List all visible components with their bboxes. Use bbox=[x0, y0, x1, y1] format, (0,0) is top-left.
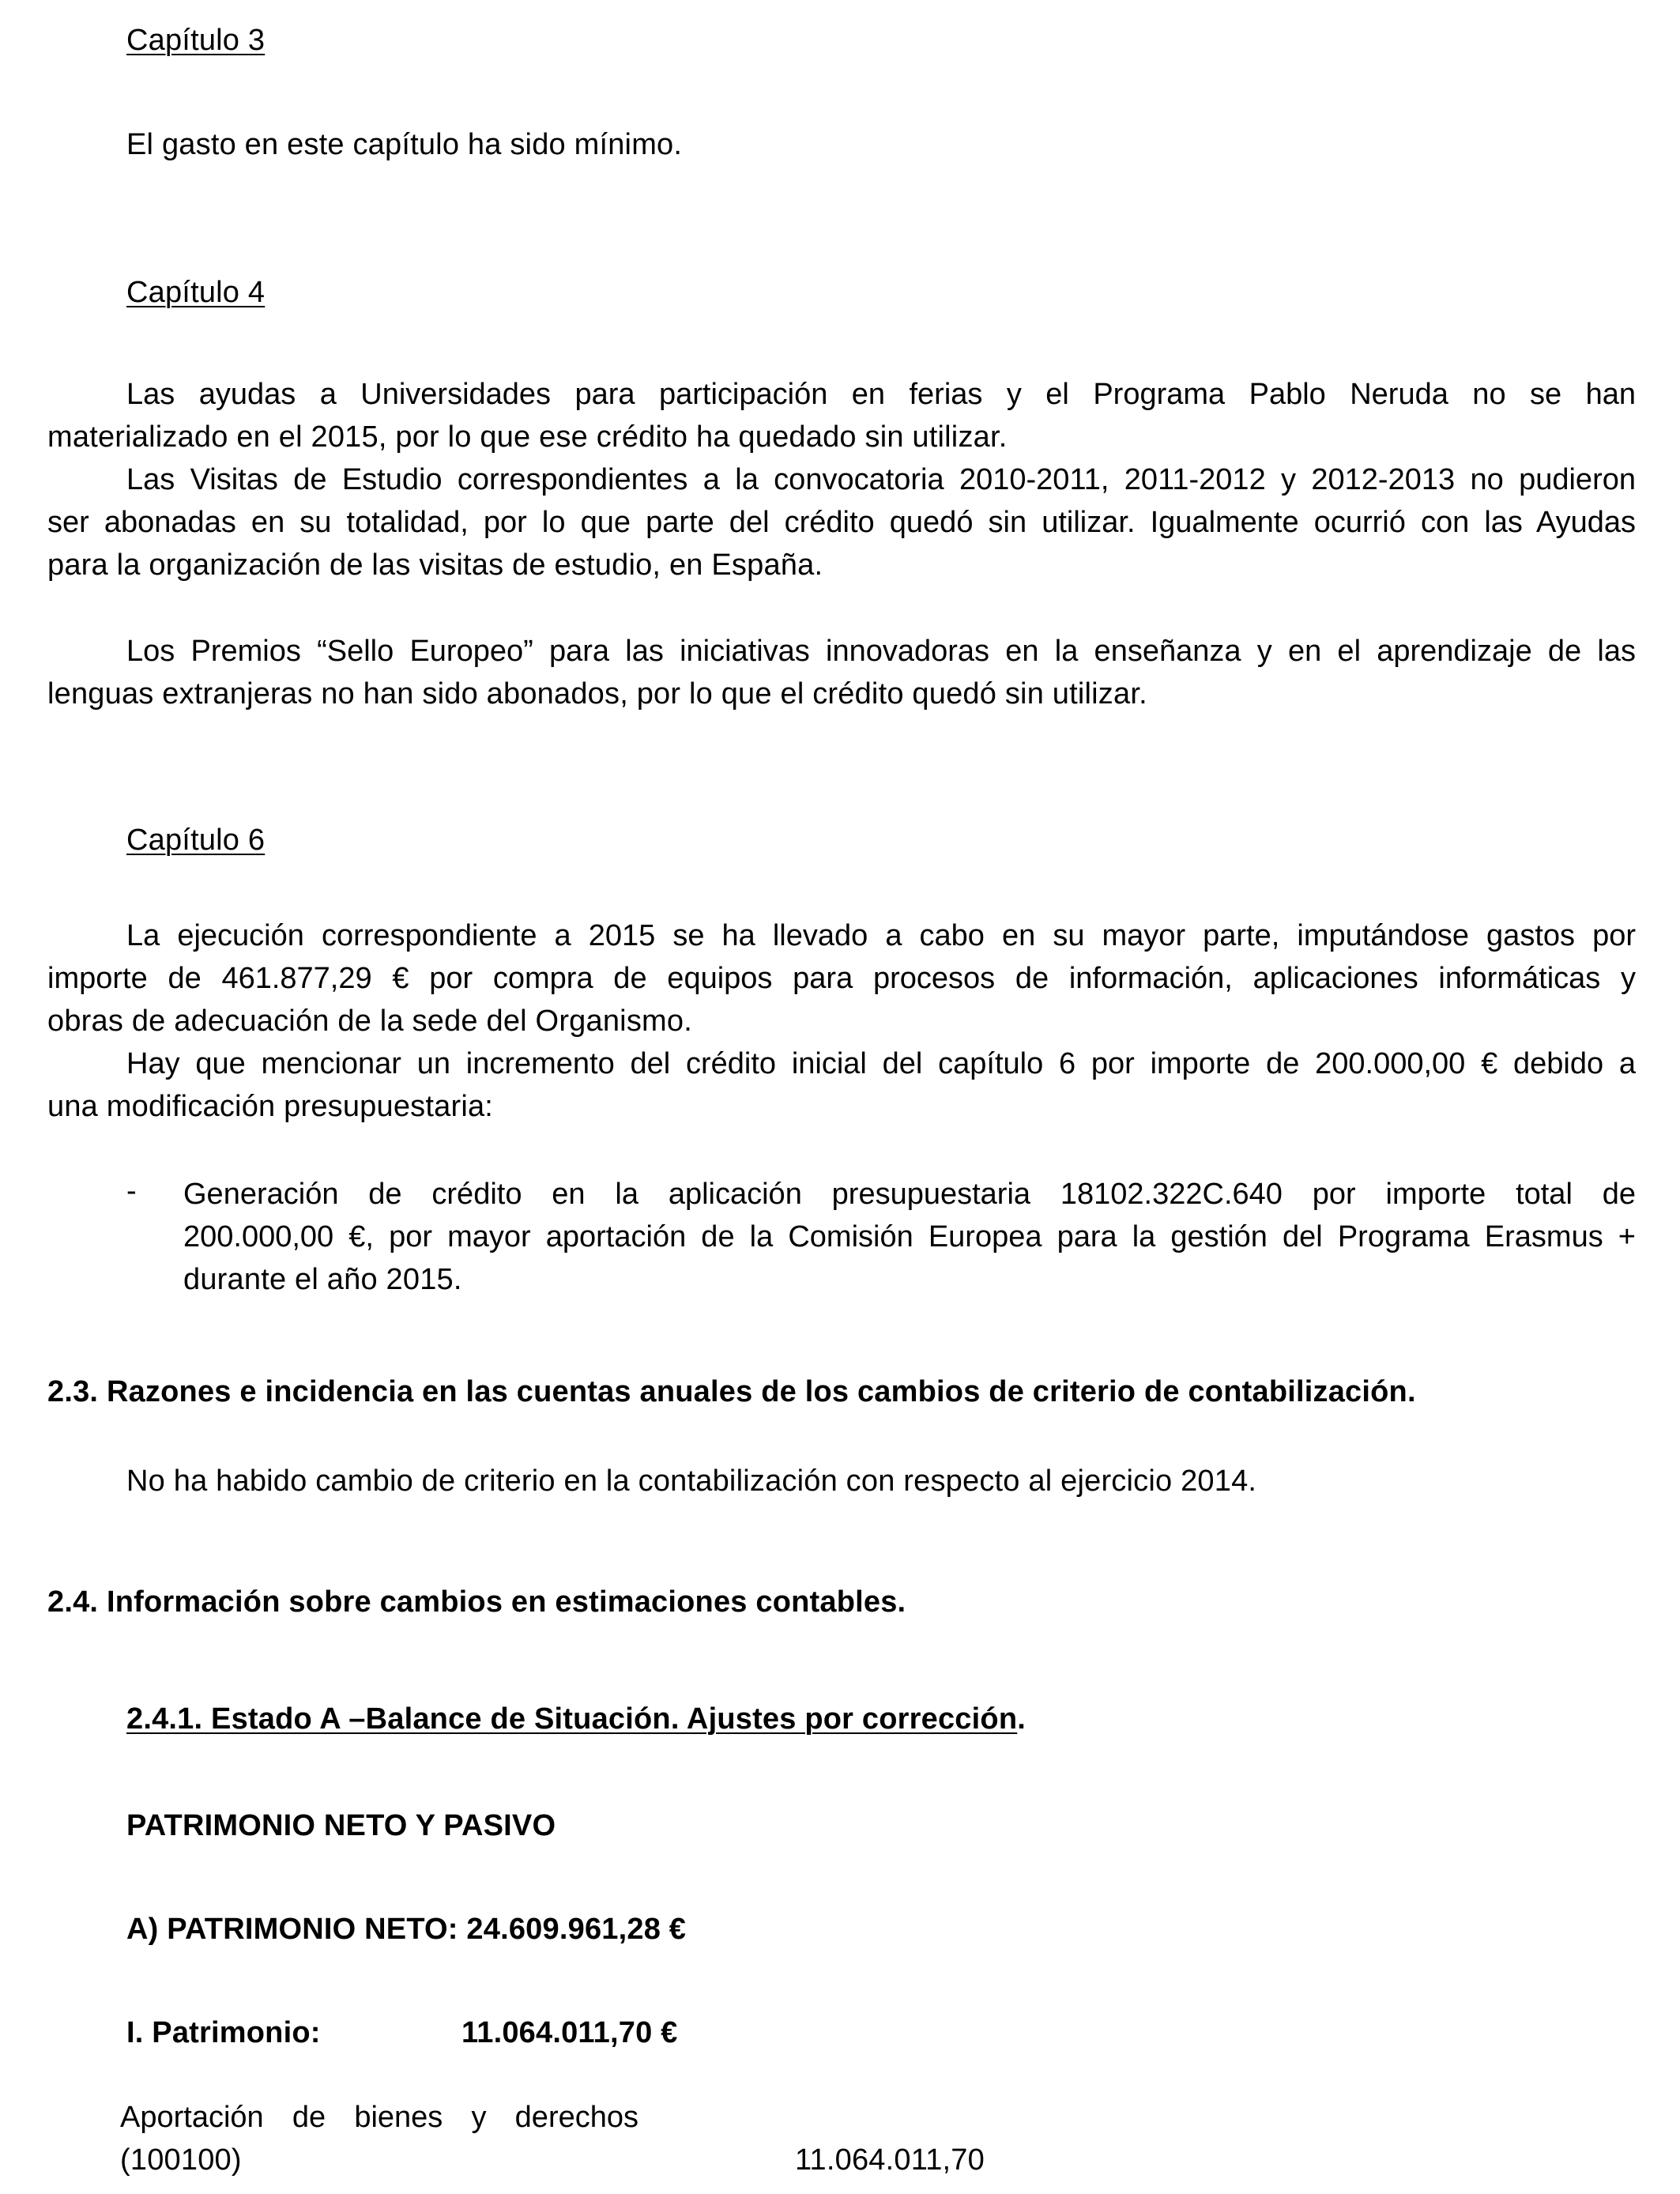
patrimonio-neto-pasivo-label: PATRIMONIO NETO Y PASIVO bbox=[126, 1809, 556, 1842]
chapter-4-paragraph-2-line-2: ser abonadas en su totalidad, por lo que parte del crédito quedó sin utilizar. Igualmente ocurrió con las Ayudas bbox=[47, 506, 1636, 539]
aportacion-value: 11.064.011,70 bbox=[795, 2143, 985, 2177]
aportacion-line-1: Aportación de bienes y derechos bbox=[120, 2101, 638, 2134]
bullet-line-3: durante el año 2015. bbox=[183, 1263, 462, 1296]
patrimonio-value: 11.064.011,70 € bbox=[461, 2016, 678, 2049]
chapter-4-heading: Capítulo 4 bbox=[126, 276, 266, 309]
section-2-4-1-heading-period: . bbox=[1017, 1702, 1026, 1736]
section-2-3-heading: 2.3. Razones e incidencia en las cuentas anuales de los cambios de criterio de contabilización. bbox=[47, 1375, 1416, 1408]
chapter-6-paragraph-1-line-3: obras de adecuación de la sede del Organismo. bbox=[47, 1005, 692, 1038]
chapter-4-paragraph-2-line-3: para la organización de las visitas de estudio, en España. bbox=[47, 548, 823, 582]
section-2-3-text: No ha habido cambio de criterio en la contabilización con respecto al ejercicio 2014. bbox=[126, 1465, 1257, 1498]
bullet-dash: - bbox=[126, 1174, 137, 1208]
bullet-line-2: 200.000,00 €, por mayor aportación de la Comisión Europea para la gestión del Programa Erasmus + bbox=[183, 1220, 1636, 1253]
chapter-4-paragraph-2-line-1: Las Visitas de Estudio correspondientes a la convocatoria 2010-2011, 2011-2012 y 2012-2013 no pudieron bbox=[126, 463, 1636, 496]
aportacion-line-2: (100100) bbox=[120, 2143, 242, 2177]
chapter-6-heading: Capítulo 6 bbox=[126, 824, 266, 857]
chapter-3-text: El gasto en este capítulo ha sido mínimo. bbox=[126, 128, 683, 161]
chapter-3-heading: Capítulo 3 bbox=[126, 24, 266, 57]
chapter-6-paragraph-2-line-2: una modificación presupuestaria: bbox=[47, 1090, 494, 1123]
chapter-4-paragraph-3-line-1: Los Premios “Sello Europeo” para las iniciativas innovadoras en la enseñanza y en el aprendizaje de las bbox=[126, 635, 1636, 668]
bullet-line-1: Generación de crédito en la aplicación presupuestaria 18102.322C.640 por importe total de bbox=[183, 1178, 1636, 1211]
chapter-4-paragraph-1-line-1: Las ayudas a Universidades para participación en ferias y el Programa Pablo Neruda no se han bbox=[126, 378, 1636, 411]
chapter-6-paragraph-2-line-1: Hay que mencionar un incremento del crédito inicial del capítulo 6 por importe de 200.000,00 € debido a bbox=[126, 1047, 1636, 1080]
patrimonio-label: I. Patrimonio: bbox=[126, 2016, 321, 2049]
section-2-4-heading: 2.4. Información sobre cambios en estimaciones contables. bbox=[47, 1585, 906, 1619]
section-2-4-1-heading bbox=[126, 1698, 1026, 1740]
chapter-6-paragraph-1-line-1: La ejecución correspondiente a 2015 se ha llevado a cabo en su mayor parte, imputándose gastos por bbox=[126, 919, 1636, 952]
chapter-4-paragraph-3-line-2: lenguas extranjeras no han sido abonados, por lo que el crédito quedó sin utilizar. bbox=[47, 677, 1147, 711]
patrimonio-neto-total: A) PATRIMONIO NETO: 24.609.961,28 € bbox=[126, 1913, 687, 1946]
chapter-6-paragraph-1-line-2: importe de 461.877,29 € por compra de equipos para procesos de información, aplicaciones informáticas y bbox=[47, 962, 1636, 995]
chapter-4-paragraph-1-line-2: materializado en el 2015, por lo que ese crédito ha quedado sin utilizar. bbox=[47, 420, 1008, 454]
section-2-4-1-heading-text: 2.4.1. Estado A –Balance de Situación. Ajustes por corrección bbox=[126, 1702, 1018, 1736]
